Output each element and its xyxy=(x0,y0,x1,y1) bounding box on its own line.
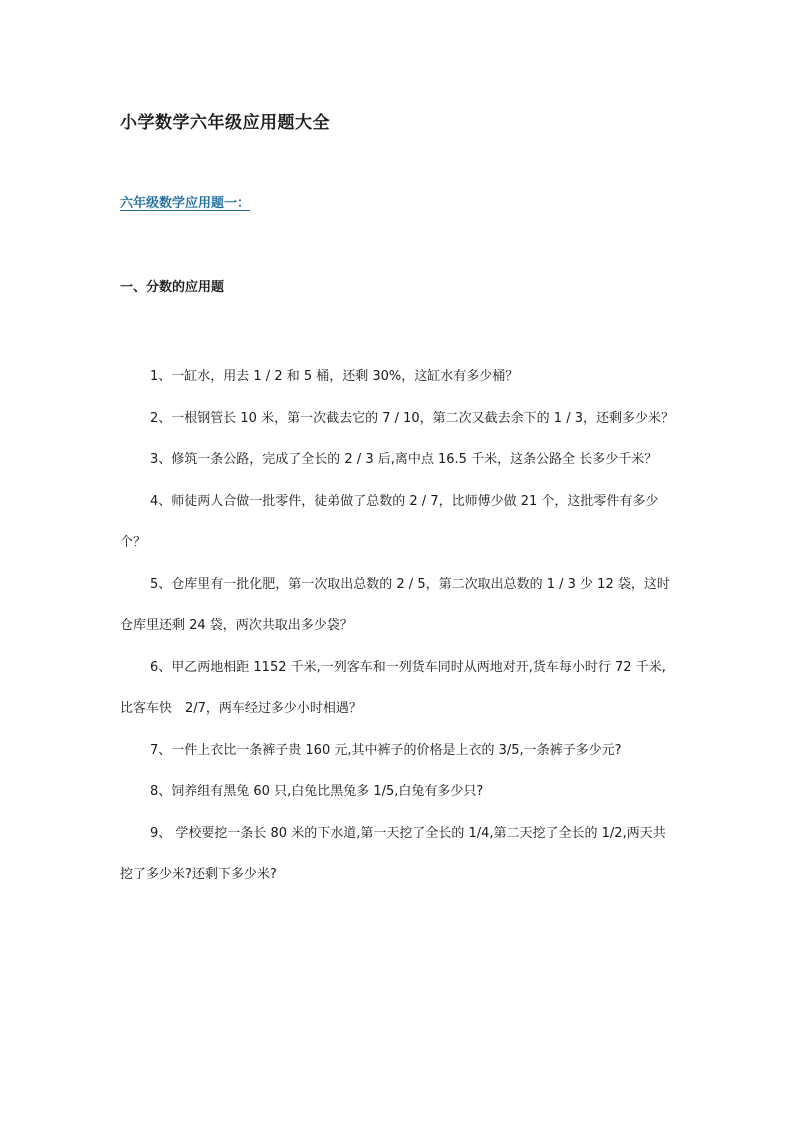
problem-item: 1、一缸水，用去 1 / 2 和 5 桶，还剩 30%，这缸水有多少桶？ xyxy=(150,369,519,384)
problem-item: 3、修筑一条公路，完成了全长的 2 / 3 后,离中点 16.5 千米，这条公路全 长多少千米？ xyxy=(150,452,658,467)
problem-item: 6、甲乙两地相距 1152 千米,一列客车和一列货车同时从两地对开,货车每小时行 72 千米,比客车快 2/7，两车经过多少小时相遇？ xyxy=(120,659,666,716)
section-heading: 一、分数的应用题 xyxy=(120,280,225,295)
problem-item: 5、仓库里有一批化肥，第一次取出总数的 2 / 5，第二次取出总数的 1 / 3 少 12 袋，这时仓库里还剩 24 袋，两次共取出多少袋？ xyxy=(120,576,670,633)
problem-item: 4、师徒两人合做一批零件，徒弟做了总数的 2 / 7，比师傅少做 21 个，这批零件有多少个？ xyxy=(120,493,659,550)
problem-item: 9、 学校要挖一条长 80 米的下水道,第一天挖了全长的 1/4,第二天挖了全长的 1/2,两天共挖了多少米?还剩下多少米? xyxy=(120,825,666,882)
section-link[interactable]: 六年级数学应用题一： xyxy=(120,196,251,211)
problem-item: 8、饲养组有黑兔 60 只,白兔比黑兔多 1/5,白兔有多少只? xyxy=(150,784,484,799)
problem-item: 2、一根钢管长 10 米，第一次截去它的 7 / 10，第二次又截去余下的 1 / 3，还剩多少米？ xyxy=(150,410,674,426)
problem-item: 7、一件上衣比一条裤子贵 160 元,其中裤子的价格是上衣的 3/5,一条裤子多少元? xyxy=(150,742,622,758)
document-title: 小学数学六年级应用题大全 xyxy=(120,113,330,133)
problem-list xyxy=(120,356,676,896)
